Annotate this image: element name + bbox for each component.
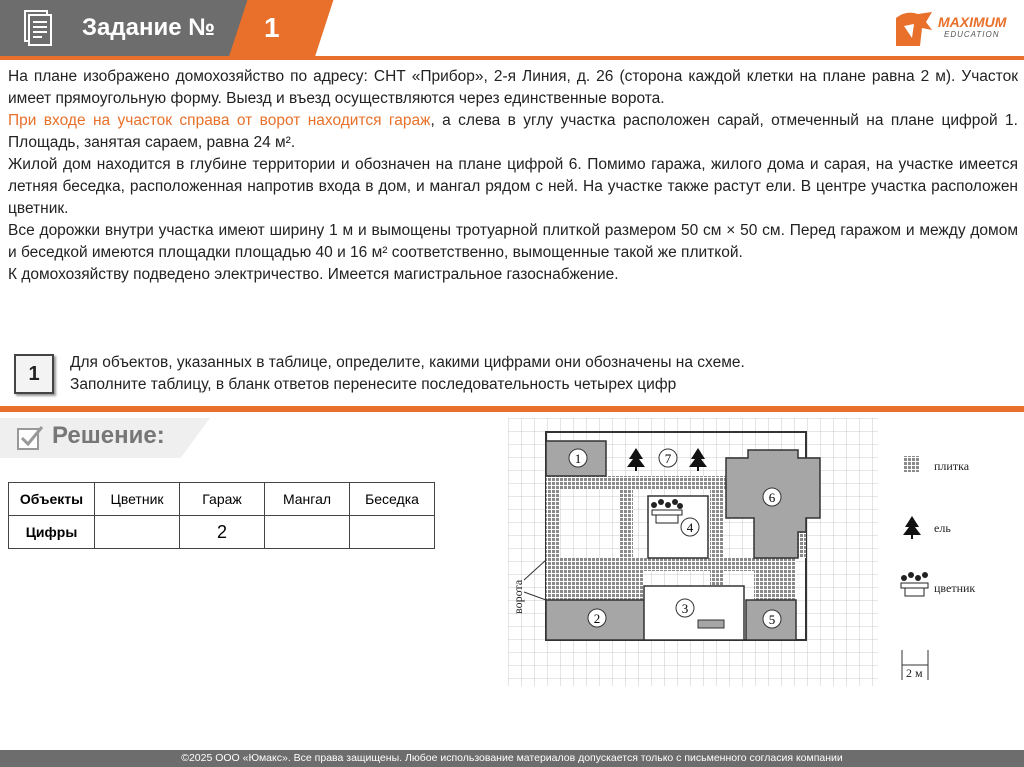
header-stripe — [0, 56, 1024, 60]
document-icon — [22, 10, 52, 46]
legend-flowerbed-icon — [901, 572, 928, 596]
scale-label: 2 м — [906, 666, 923, 680]
problem-paragraph: Жилой дом находится в глубине территории и обозначен на плане цифрой 6. Помимо гаража, жилого дома и сарая, на участке имеется летняя беседка, расположенная напротив входа в дом, и мангал рядом с ней. На участке также растут ели. В центре участка расположен цветник. — [8, 156, 1018, 217]
gazebo — [644, 586, 744, 640]
task-box — [8, 352, 1018, 408]
table-header-cell: Гараж — [180, 483, 265, 516]
task-number: 1 — [264, 12, 280, 43]
answer-cell[interactable] — [265, 516, 350, 549]
header — [0, 0, 1024, 58]
plan-number: 6 — [768, 490, 776, 505]
footer: ©2025 ООО «Юмакс». Все права защищены. Любое использование материалов допускается только с письменного согласия компании — [0, 750, 1024, 767]
legend-tile-swatch — [904, 456, 920, 472]
grill — [698, 620, 724, 628]
task-text — [70, 352, 745, 396]
task-line: Для объектов, указанных в таблице, определите, какими цифрами они обозначены на схеме. — [70, 354, 745, 371]
problem-text — [8, 66, 1018, 286]
site-plan — [508, 418, 1020, 686]
plan-number: 1 — [574, 451, 582, 466]
table-header-cell: Объекты — [9, 483, 95, 516]
answer-table — [8, 482, 435, 549]
gate-label: ворота — [511, 579, 525, 614]
legend-tile-label: плитка — [934, 459, 970, 473]
path-tiles — [546, 571, 644, 600]
path-tiles — [754, 558, 796, 600]
task-number-box: 1 — [14, 354, 54, 394]
divider — [0, 406, 1024, 412]
highlight-text: При входе на участок справа от ворот находится гараж — [8, 112, 431, 129]
answer-cell[interactable]: 2 — [180, 516, 265, 549]
answer-cell[interactable] — [95, 516, 180, 549]
problem-paragraph: Все дорожки внутри участка имеют ширину 1 м и вымощены тротуарной плиткой размером 50 см × 50 см. Перед гаражом и между домом и беседкой имеются площадки площадью 40 и 16 м² соответственно, вымощенные такой же плиткой. — [8, 222, 1018, 261]
table-header-row — [9, 483, 435, 516]
solution-title: Решение: — [52, 422, 165, 449]
logo-text: MAXIMUM — [938, 14, 1007, 30]
problem-paragraph — [8, 110, 1018, 154]
plan-number: 3 — [681, 601, 689, 616]
legend-tree-icon — [903, 516, 921, 539]
problem-paragraph: На плане изображено домохозяйство по адресу: СНТ «Прибор», 2-я Линия, д. 26 (сторона каждой клетки на плане равна 2 м). Участок имеет прямоугольную форму. Выезд и въезд осуществляются через единственные ворота. — [8, 68, 1018, 107]
table-row-label: Цифры — [9, 516, 95, 549]
header-number-badge — [229, 0, 334, 58]
problem-paragraph: К домохозяйству подведено электричество. Имеется магистральное газоснабжение. — [8, 266, 619, 283]
plan-number: 5 — [768, 612, 776, 627]
legend-flowerbed-label: цветник — [934, 581, 976, 595]
plan-number: 7 — [664, 451, 672, 466]
table-row — [9, 516, 435, 549]
table-header-cell: Мангал — [265, 483, 350, 516]
path-tiles — [546, 476, 728, 489]
task-line: Заполните таблицу, в бланк ответов перенесите последовательность четырех цифр — [70, 376, 677, 393]
path-tiles — [710, 476, 723, 600]
checkbox-checked-icon — [16, 424, 44, 452]
plan-number: 2 — [593, 611, 601, 626]
path-tiles — [620, 476, 633, 558]
legend-tree-label: ель — [934, 521, 951, 535]
table-header-cell: Цветник — [95, 483, 180, 516]
page-title: Задание № — [82, 14, 215, 41]
table-header-cell: Беседка — [350, 483, 435, 516]
paragraph-rest: , а слева в углу участка расположен сарай, отмеченный на плане цифрой 1. Площадь, занятая сараем, равна 24 м². — [8, 112, 1018, 151]
plan-number: 4 — [686, 520, 694, 535]
logo-subtext: EDUCATION — [944, 30, 1000, 39]
answer-cell[interactable] — [350, 516, 435, 549]
